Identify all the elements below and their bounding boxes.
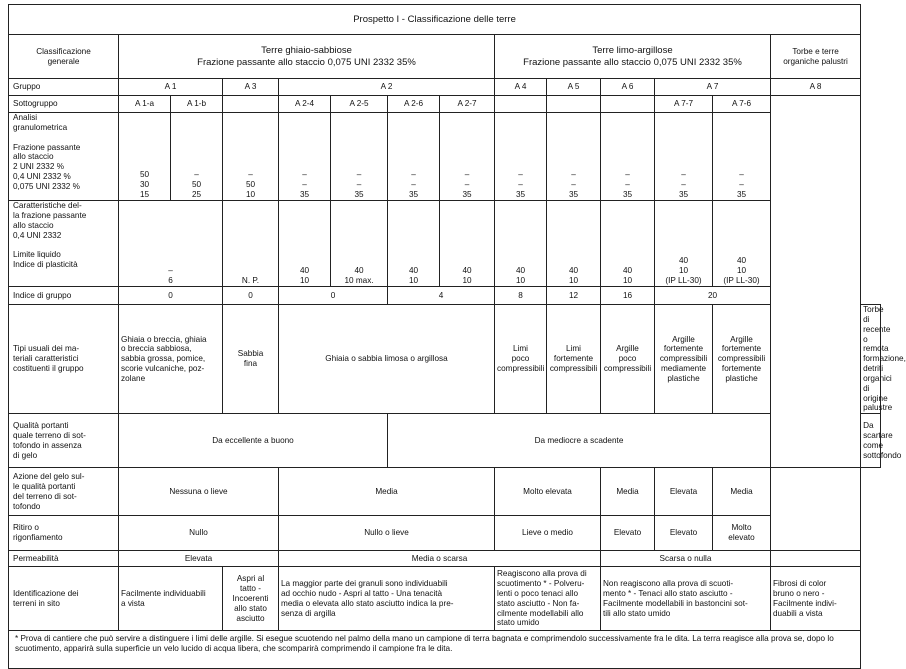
ident-a8: Fibrosi di color bruno o nero - Facilmente indivi- duabili a vista xyxy=(771,567,861,631)
indice-a4: 8 xyxy=(495,287,547,305)
sottogruppo-a27: A 2-7 xyxy=(440,96,495,113)
granulo-a3: – 50 10 xyxy=(223,113,279,201)
sottogruppo-a25: A 2-5 xyxy=(331,96,388,113)
sottogruppo-a76: A 7-6 xyxy=(713,96,771,113)
granulo-a76: – – 35 xyxy=(713,113,771,201)
sottogruppo-a24: A 2-4 xyxy=(279,96,331,113)
permeabilita-media: Media o scarsa xyxy=(279,551,601,567)
ident-a1: Facilmente individuabili a vista xyxy=(119,567,223,631)
caratt-a24: 40 10 xyxy=(279,201,331,287)
indice-a7: 20 xyxy=(655,287,771,305)
ritiro-elevato-a6: Elevato xyxy=(601,516,655,551)
ritiro-elevato-a77: Elevato xyxy=(655,516,713,551)
ritiro-lieve-medio: Lieve o medio xyxy=(495,516,601,551)
permeabilita-label: Permeabilità xyxy=(9,551,119,567)
granulo-a24: – – 35 xyxy=(279,113,331,201)
sottogruppo-a3-empty xyxy=(223,96,279,113)
indice-a1: 0 xyxy=(119,287,223,305)
tipi-a5: Limi fortemente compressibili xyxy=(547,305,601,414)
azione-nessuna: Nessuna o lieve xyxy=(119,468,279,516)
qualita-label: Qualità portanti quale terreno di sot- tofondo in assenza di gelo xyxy=(9,414,119,468)
gruppo-a2: A 2 xyxy=(279,79,495,96)
gruppo-a7: A 7 xyxy=(655,79,771,96)
qualita-scartare: Da scartare come sottofondo xyxy=(861,414,881,468)
gruppo-a1: A 1 xyxy=(119,79,223,96)
qualita-mediocre: Da mediocre a scadente xyxy=(388,414,771,468)
indice-a5: 12 xyxy=(547,287,601,305)
tipi-a76: Argille fortemente compressibili fortemente plastiche xyxy=(713,305,771,414)
caratt-a6: 40 10 xyxy=(601,201,655,287)
tipi-a8: Torbe di recente o remota formazione, detriti organici di origine palustre xyxy=(861,305,881,414)
terre-ghiaio-sabbiose: Terre ghiaio-sabbiose Frazione passante allo staccio 0,075 UNI 2332 35% xyxy=(119,35,495,79)
ident-a3: Aspri al tatto - Incoerenti allo stato asciutto xyxy=(223,567,279,631)
indice-a2-low: 0 xyxy=(279,287,388,305)
caratteristiche-label: Caratteristiche del- la frazione passante allo staccio 0,4 UNI 2332 Limite liquido Indice di plasticità xyxy=(9,201,119,287)
caratt-a77: 40 10 (IP LL-30) xyxy=(655,201,713,287)
caratt-a4: 40 10 xyxy=(495,201,547,287)
granulo-a1b: – 50 25 xyxy=(171,113,223,201)
tipi-a3: Sabbia fina xyxy=(223,305,279,414)
azione-media-a76: Media xyxy=(713,468,771,516)
caratt-a26: 40 10 xyxy=(388,201,440,287)
ident-a4-a5: Reagiscono alla prova di scuotimento * - Polveru- lenti o poco tenaci allo stato asciutto - Non fa- cilmente modellabili allo stato umido xyxy=(495,567,601,631)
sottogruppo-a1a: A 1-a xyxy=(119,96,171,113)
caratt-a27: 40 10 xyxy=(440,201,495,287)
terre-limo-argillose: Terre limo-argillose Frazione passante allo staccio 0,075 UNI 2332 35% xyxy=(495,35,771,79)
azione-elevata-a77: Elevata xyxy=(655,468,713,516)
sottogruppo-a1b: A 1-b xyxy=(171,96,223,113)
gruppo-label: Gruppo xyxy=(9,79,119,96)
torbe-organiche: Torbe e terre organiche palustri xyxy=(771,35,861,79)
identificazione-label: Identificazione dei terreni in sito xyxy=(9,567,119,631)
caratt-a5: 40 10 xyxy=(547,201,601,287)
azione-media-a6: Media xyxy=(601,468,655,516)
granulo-a6: – – 35 xyxy=(601,113,655,201)
sottogruppo-a5-empty xyxy=(547,96,601,113)
permeabilita-elevata: Elevata xyxy=(119,551,279,567)
footnote: * Prova di cantiere che può servire a distinguere i limi delle argille. Si esegue scuotendo nel palmo della mano un campione di terra bagnata e comprimendolo successivamente fra le dita. La terra reagisce alla prova se, dopo lo scuotimento, apparirà sulla superficie un velo lucido di acqua libera, che scomparirà comprimendo il campione fra le dita. xyxy=(9,631,861,669)
azione-media-a2: Media xyxy=(279,468,495,516)
classification-table xyxy=(8,4,906,669)
granulo-a4: – – 35 xyxy=(495,113,547,201)
a8-empty-perm xyxy=(771,551,861,567)
a8-empty-block xyxy=(771,96,861,468)
tipi-label: Tipi usuali dei ma- teriali caratteristici costituenti il gruppo xyxy=(9,305,119,414)
azione-molto-elevata: Molto elevata xyxy=(495,468,601,516)
indice-a6: 16 xyxy=(601,287,655,305)
tipi-a6: Argille poco compressibili xyxy=(601,305,655,414)
ritiro-molto-elevato: Molto elevato xyxy=(713,516,771,551)
ritiro-nullo-lieve: Nullo o lieve xyxy=(279,516,495,551)
a8-empty-frost xyxy=(771,468,861,551)
table-title: Prospetto I - Classificazione delle terre xyxy=(9,5,861,35)
indice-a2-high: 4 xyxy=(388,287,495,305)
azione-label: Azione del gelo sul- le qualità portanti del terreno di sot- tofondo xyxy=(9,468,119,516)
ritiro-label: Ritiro o rigonfiamento xyxy=(9,516,119,551)
granulo-a25: – – 35 xyxy=(331,113,388,201)
granulo-a5: – – 35 xyxy=(547,113,601,201)
ident-a6-a7: Non reagiscono alla prova di scuoti- mento * - Tenaci allo stato asciutto - Facilmente modellabili in bastoncini sot- tili allo stato umido xyxy=(601,567,771,631)
sottogruppo-label: Sottogruppo xyxy=(9,96,119,113)
caratt-a25: 40 10 max. xyxy=(331,201,388,287)
qualita-eccellente: Da eccellente a buono xyxy=(119,414,388,468)
caratt-a3: N. P. xyxy=(223,201,279,287)
classificazione-label: Classificazione generale xyxy=(9,35,119,79)
tipi-a1: Ghiaia o breccia, ghiaia o breccia sabbiosa, sabbia grossa, pomice, scorie vulcaniche, poz- zolane xyxy=(119,305,223,414)
permeabilita-scarsa: Scarsa o nulla xyxy=(601,551,771,567)
indice-a3: 0 xyxy=(223,287,279,305)
ritiro-nullo: Nullo xyxy=(119,516,279,551)
caratt-a1: – 6 xyxy=(119,201,223,287)
indice-label: Indice di gruppo xyxy=(9,287,119,305)
gruppo-a5: A 5 xyxy=(547,79,601,96)
sottogruppo-a26: A 2-6 xyxy=(388,96,440,113)
gruppo-a3: A 3 xyxy=(223,79,279,96)
gruppo-a6: A 6 xyxy=(601,79,655,96)
tipi-a4: Limi poco compressibili xyxy=(495,305,547,414)
caratt-a76: 40 10 (IP LL-30) xyxy=(713,201,771,287)
granulometria-label: Analisi granulometrica Frazione passante allo staccio 2 UNI 2332 % 0,4 UNI 2332 % 0,075 UNI 2332 % xyxy=(9,113,119,201)
sottogruppo-a77: A 7-7 xyxy=(655,96,713,113)
granulo-a77: – – 35 xyxy=(655,113,713,201)
gruppo-a4: A 4 xyxy=(495,79,547,96)
granulo-a27: – – 35 xyxy=(440,113,495,201)
granulo-a1a: 50 30 15 xyxy=(119,113,171,201)
sottogruppo-a4-empty xyxy=(495,96,547,113)
sottogruppo-a6-empty xyxy=(601,96,655,113)
gruppo-a8: A 8 xyxy=(771,79,861,96)
tipi-a77: Argille fortemente compressibili mediamente plastiche xyxy=(655,305,713,414)
ident-a2: La maggior parte dei granuli sono individuabili ad occhio nudo - Aspri al tatto - Una tenacità media o elevata allo stato asciutto indica la pre- senza di argilla xyxy=(279,567,495,631)
tipi-a2: Ghiaia o sabbia limosa o argillosa xyxy=(279,305,495,414)
granulo-a26: – – 35 xyxy=(388,113,440,201)
